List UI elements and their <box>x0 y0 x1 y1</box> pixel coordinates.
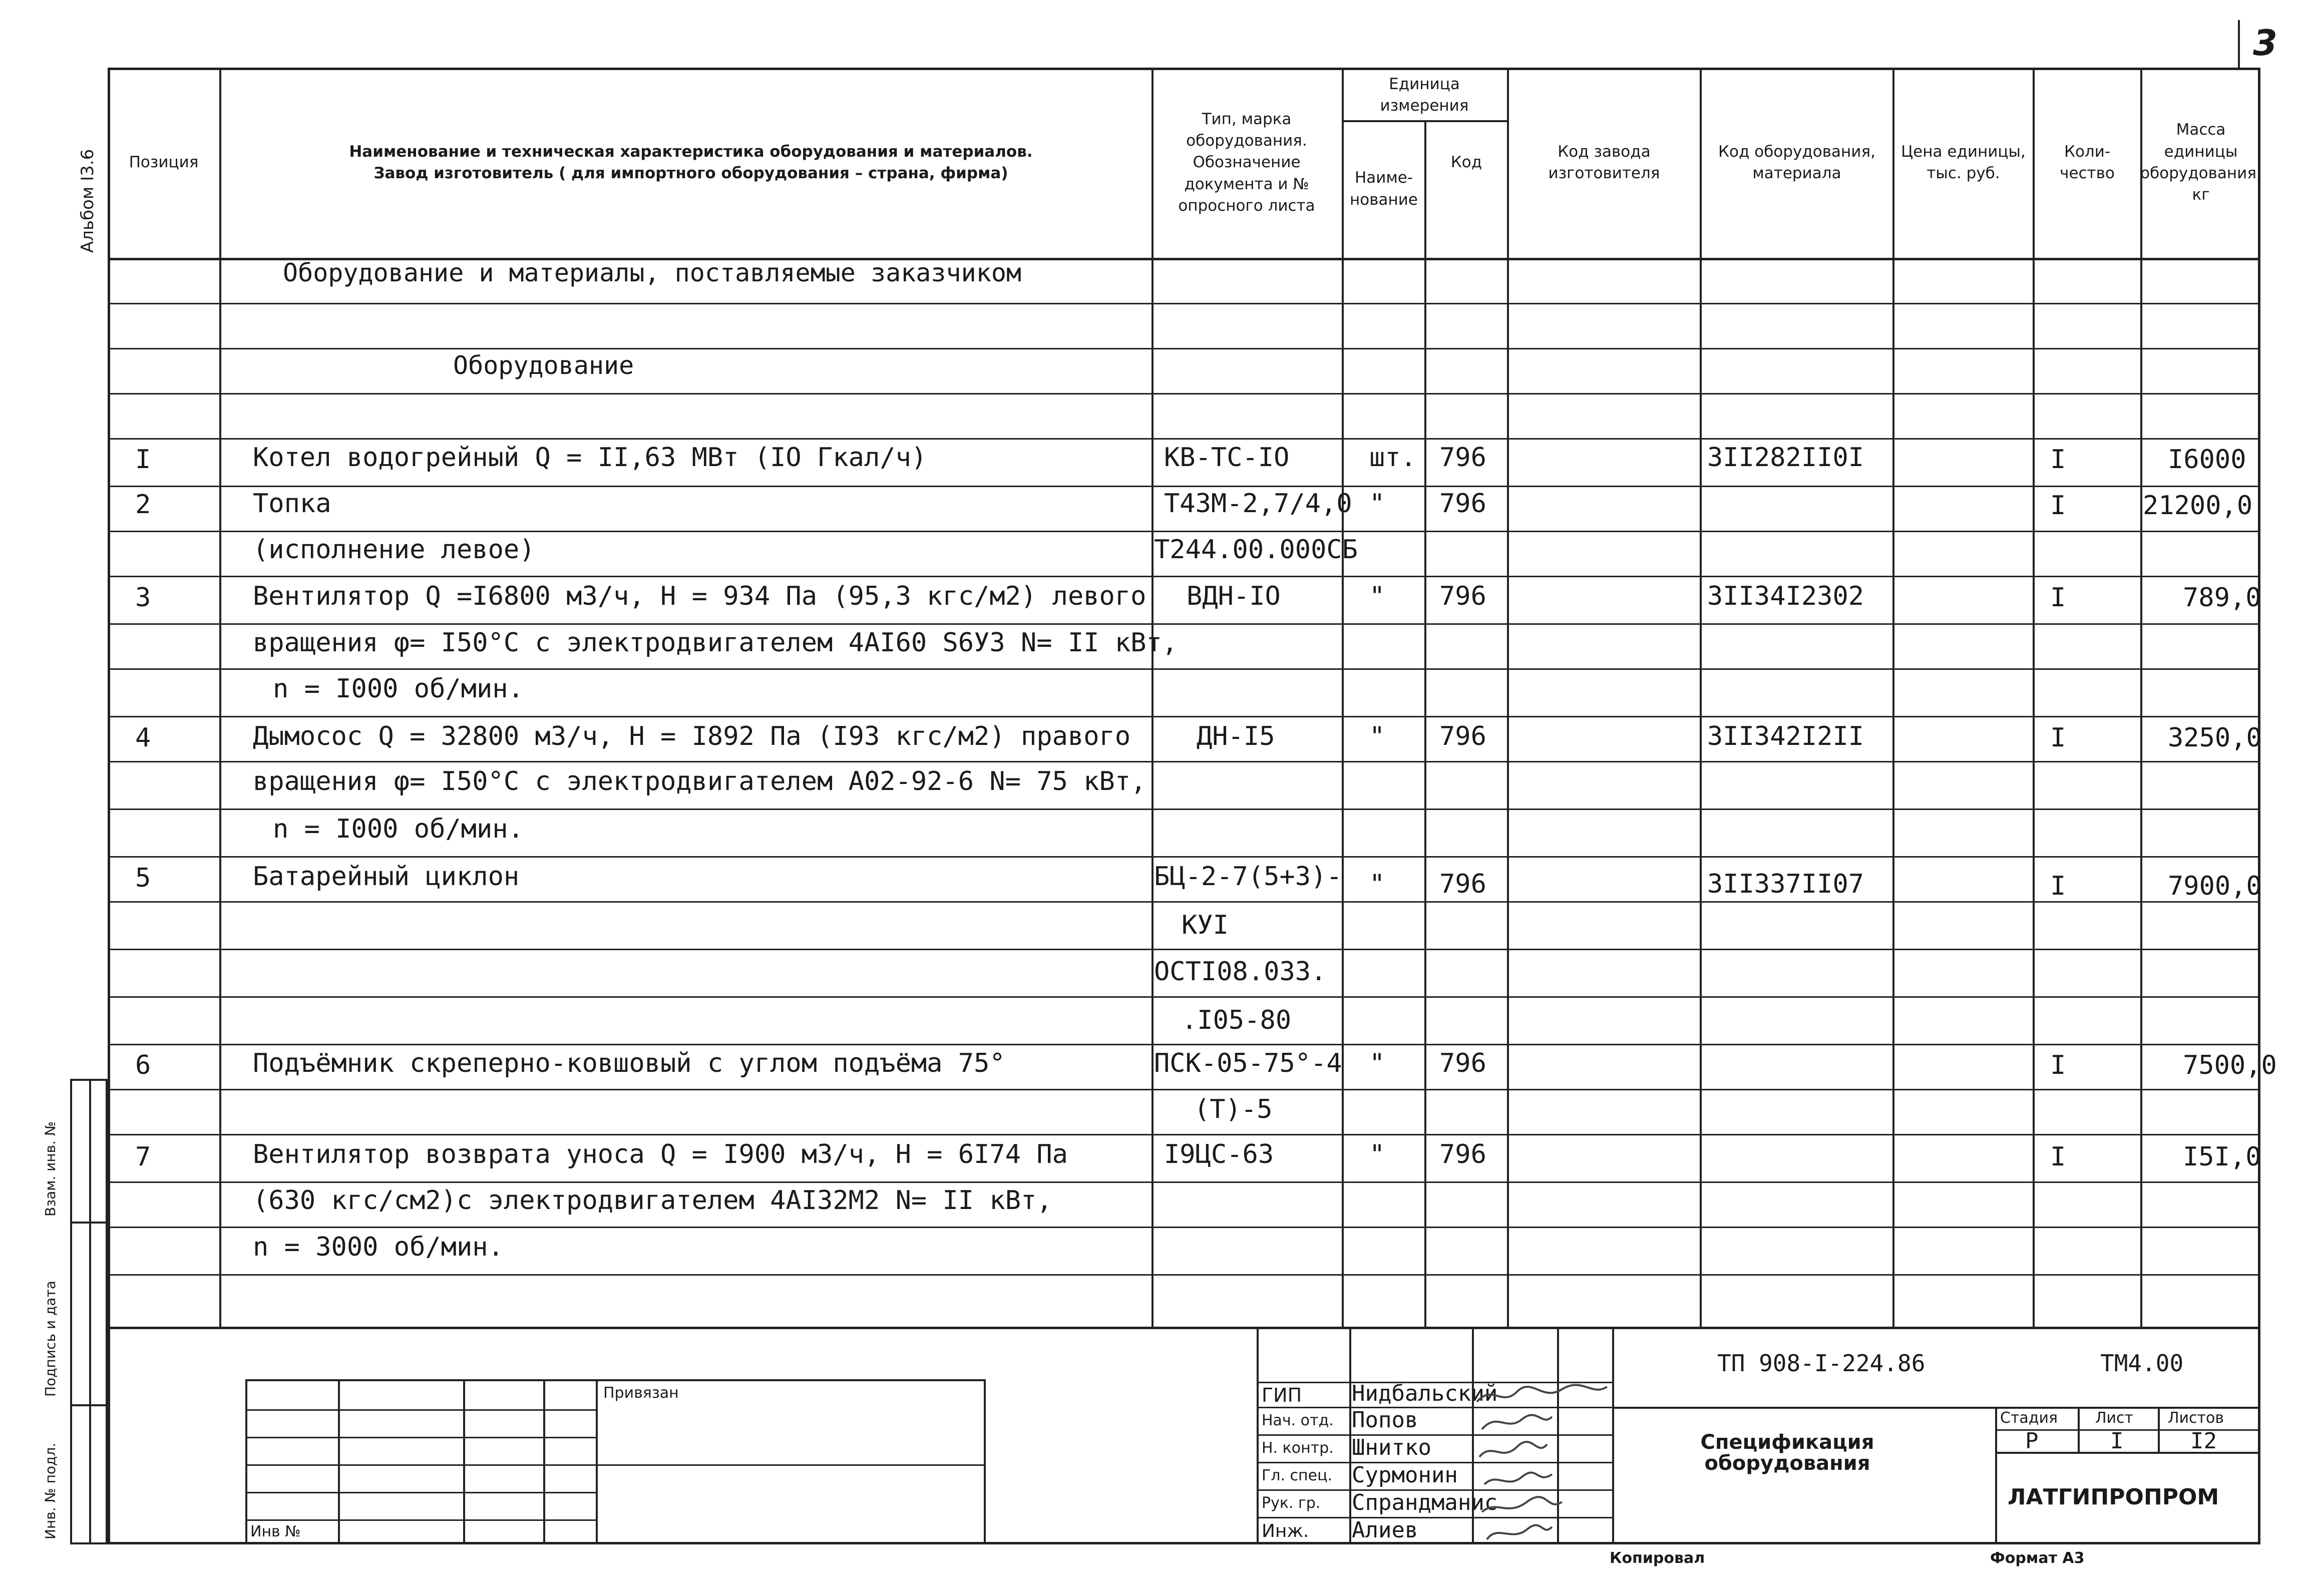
person-name: Алиев <box>1352 1517 1418 1543</box>
sheet-value: I <box>2110 1428 2124 1454</box>
document-title: Спецификация оборудования <box>1700 1431 1874 1475</box>
row-name: Вентилятор возврата уноса Q = I900 м3/ч, H = 6I74 Па <box>253 1139 1068 1169</box>
row-unit: шт. <box>1369 443 1416 473</box>
col-line <box>1342 68 1344 1327</box>
person-name: Попов <box>1352 1407 1418 1433</box>
row-name: Топка <box>253 489 331 519</box>
row-line <box>108 531 2260 532</box>
row-name: (исполнение левое) <box>253 535 535 565</box>
row-unit-code: 796 <box>1439 581 1486 611</box>
row-type: I9ЦС-63 <box>1164 1139 1274 1169</box>
role-label: Инж. <box>1262 1521 1309 1541</box>
row-position: 6 <box>135 1050 151 1080</box>
col-line <box>1424 120 1426 1327</box>
person-name: Сурмонин <box>1352 1462 1458 1488</box>
header-price: Цена единицы, тыс. руб. <box>1901 142 2026 182</box>
row-name: (630 кгс/см2)с электродвигателем 4AI32M2 N= II кВт, <box>253 1185 1052 1216</box>
row-line <box>108 856 2260 858</box>
role-label: Нач. отд. <box>1262 1412 1334 1429</box>
role-label: Рук. гр. <box>1262 1494 1321 1512</box>
row-equipment-code: 3II34I2302 <box>1707 581 1864 611</box>
row-unit: " <box>1369 581 1385 611</box>
row-line <box>108 1044 2260 1045</box>
row-unit: " <box>1369 721 1385 751</box>
row-unit-code: 796 <box>1439 869 1486 899</box>
corner-mark <box>2238 20 2240 68</box>
col-line <box>1151 68 1154 1327</box>
row-quantity: I <box>2050 871 2066 901</box>
row-line <box>108 303 2260 304</box>
row-unit: " <box>1369 869 1385 899</box>
row-mass: I6000 <box>2168 445 2246 475</box>
row-name: n = 3000 об/мин. <box>253 1232 504 1262</box>
row-type: ОСТI08.033. <box>1154 957 1327 987</box>
row-line <box>108 668 2260 670</box>
row-unit-code: 796 <box>1439 489 1486 519</box>
row-type: ВДН-IO <box>1187 581 1281 611</box>
row-unit: " <box>1369 1139 1385 1169</box>
row-name: вращения φ= I50°C с электродвигателем 4AI60 S6У3 N= II кВт, <box>253 628 1178 658</box>
row-unit: " <box>1369 1048 1385 1078</box>
row-line <box>108 901 2260 903</box>
row-line <box>108 1227 2260 1228</box>
row-name: n = I000 об/мин. <box>273 674 524 704</box>
sheets-value: I2 <box>2190 1428 2217 1454</box>
row-line <box>108 486 2260 487</box>
row-quantity: I <box>2050 723 2066 753</box>
header-mass: Масса единицы оборудования, кг <box>2140 121 2261 204</box>
role-label: Н. контр. <box>1262 1439 1334 1457</box>
row-quantity: I <box>2050 583 2066 613</box>
table-bottom-line <box>108 1327 2260 1329</box>
row-line <box>108 1089 2260 1090</box>
header-equipment-code: Код оборудования, материала <box>1718 142 1875 182</box>
sheet-corner-number: 3 <box>2253 23 2277 64</box>
person-name: Шнитко <box>1352 1435 1431 1460</box>
row-name: Подъёмник скреперно-ковшовый с углом подъёма 75° <box>253 1048 1005 1078</box>
row-line <box>108 809 2260 810</box>
copied-label: Копировал <box>1610 1549 1705 1567</box>
header-unit-name: Наиме- нование <box>1350 169 1418 209</box>
row-mass: 789,0 <box>2183 583 2261 613</box>
row-type: БЦ-2-7(5+3)- <box>1154 862 1342 892</box>
row-line <box>108 1274 2260 1276</box>
row-mass: I5I,0 <box>2183 1142 2261 1172</box>
row-position: 7 <box>135 1142 151 1172</box>
row-quantity: I <box>2050 1142 2066 1172</box>
row-line <box>108 438 2260 440</box>
row-name: Вентилятор Q =I6800 м3/ч, H = 934 Па (95,3 кгс/м2) левого <box>253 581 1146 611</box>
row-type: (Т)-5 <box>1194 1094 1273 1124</box>
row-position: 5 <box>135 863 151 893</box>
privyazan-label: Привязан <box>603 1384 679 1402</box>
tb-line <box>596 1379 598 1544</box>
row-quantity: I <box>2050 491 2066 521</box>
margin-inv-podl: Инв. № подл. <box>42 1442 59 1539</box>
row-equipment-code: 3II337II07 <box>1707 869 1864 899</box>
row-line <box>108 1134 2260 1135</box>
row-unit-code: 796 <box>1439 1139 1486 1169</box>
margin-line <box>89 1079 91 1544</box>
row-position: 3 <box>135 583 151 613</box>
drawing-frame <box>108 68 2260 1544</box>
unit-group-line <box>1342 120 1507 122</box>
row-type: КУI <box>1182 910 1229 940</box>
subsection-title: Оборудование <box>453 351 634 380</box>
row-unit-code: 796 <box>1439 1048 1486 1078</box>
person-name: Спрандманис <box>1352 1490 1498 1515</box>
col-line <box>2140 68 2142 1327</box>
row-line <box>108 761 2260 762</box>
col-line <box>1507 68 1509 1327</box>
row-name: вращения φ= I50°C с электродвигателем А02-92-6 N= 75 кВт, <box>253 766 1146 796</box>
row-name: Котел водогрейный Q = II,63 МВт (IO Гкал/ч) <box>253 443 927 473</box>
stage-value: Р <box>2025 1428 2039 1454</box>
tb-line <box>245 1519 596 1521</box>
row-line <box>108 1181 2260 1183</box>
row-type: .I05-80 <box>1182 1005 1292 1035</box>
header-unit-code: Код <box>1450 153 1482 172</box>
role-label: Гл. спец. <box>1262 1467 1333 1484</box>
row-unit-code: 796 <box>1439 721 1486 751</box>
sheet-label: Лист <box>2095 1409 2134 1427</box>
row-position: 2 <box>135 490 151 520</box>
role-label: ГИП <box>1262 1384 1302 1406</box>
row-line <box>108 576 2260 577</box>
stage-label: Стадия <box>2000 1409 2058 1427</box>
row-position: 4 <box>135 723 151 753</box>
row-line <box>108 716 2260 717</box>
row-mass: 7500,0 <box>2183 1050 2277 1080</box>
tb-line <box>984 1379 986 1544</box>
tb-line <box>245 1464 984 1466</box>
header-quantity: Коли- чество <box>2060 142 2115 182</box>
row-equipment-code: 3II282II0I <box>1707 443 1864 473</box>
row-unit-code: 796 <box>1439 443 1486 473</box>
margin-vzam: Взам. инв. № <box>42 1121 59 1217</box>
sheets-label: Листов <box>2168 1409 2224 1427</box>
tb-line <box>245 1437 596 1438</box>
row-line <box>108 348 2260 349</box>
row-type: ДН-I5 <box>1197 721 1275 751</box>
sheet-code: ТМ4.00 <box>2100 1350 2184 1377</box>
col-line <box>219 68 221 1327</box>
row-name: Батарейный циклон <box>253 862 520 892</box>
col-line <box>2033 68 2035 1327</box>
row-line <box>108 393 2260 394</box>
row-name: Дымосос Q = 32800 м3/ч, H = I892 Па (I93 кгс/м2) правого <box>253 721 1131 751</box>
organization-name: ЛАТГИПРОПРОМ <box>2008 1484 2219 1510</box>
margin-podpis: Подпись и дата <box>42 1281 59 1397</box>
tb-line <box>1612 1407 2260 1409</box>
header-plant-code: Код завода изготовителя <box>1548 142 1660 182</box>
row-unit: " <box>1369 489 1385 519</box>
row-type: КВ-ТС-IO <box>1164 443 1290 473</box>
row-line <box>108 949 2260 950</box>
inv-no-label: Инв № <box>250 1523 301 1540</box>
tb-line <box>245 1409 596 1411</box>
col-line <box>1892 68 1894 1327</box>
project-code: ТП 908-I-224.86 <box>1717 1350 1926 1377</box>
row-line <box>108 623 2260 625</box>
row-quantity: I <box>2050 445 2066 475</box>
format-label: Формат А3 <box>1990 1549 2085 1567</box>
header-type: Тип, марка оборудования. Обозначение документа и № опросного листа <box>1178 110 1315 215</box>
row-equipment-code: 3II342I2II <box>1707 721 1864 751</box>
row-line <box>108 996 2260 998</box>
section-title: Оборудование и материалы, поставляемые заказчиком <box>283 258 1022 287</box>
col-line <box>1700 68 1702 1327</box>
header-name: Наименование и техническая характеристика оборудования и материалов. Завод изготовитель ( для импортного оборудования – страна, фирма) <box>349 142 1033 182</box>
person-name: Нидбальский <box>1352 1381 1498 1406</box>
row-mass: 7900,0 <box>2168 871 2262 901</box>
row-quantity: I <box>2050 1050 2066 1080</box>
row-type: ПСК-05-75°-4 <box>1154 1048 1342 1078</box>
row-mass: 3250,0 <box>2168 723 2262 753</box>
album-label: Альбом I3.6 <box>78 149 98 253</box>
row-name: n = I000 об/мин. <box>273 814 524 844</box>
header-unit-group: Единица измерения <box>1380 75 1469 115</box>
tb-line <box>245 1492 596 1493</box>
tb-line <box>1612 1327 1614 1544</box>
row-mass: 21200,0 <box>2143 491 2253 521</box>
row-position: I <box>135 445 151 475</box>
row-type: Т244.00.000СБ <box>1154 535 1358 565</box>
tb-line <box>1995 1407 1997 1544</box>
row-type: Т43М-2,7/4,0 <box>1164 489 1352 519</box>
header-position: Позиция <box>129 153 199 172</box>
signatures-graphic <box>1472 1382 1612 1544</box>
